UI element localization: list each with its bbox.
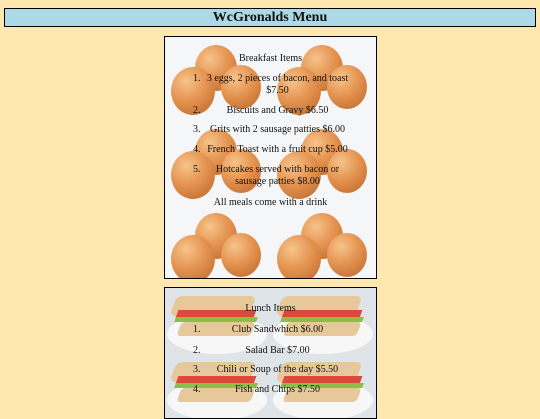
- item-number: 4.: [193, 384, 201, 395]
- item-text: Fish and Chips $7.50: [234, 384, 320, 395]
- item-number: 3.: [193, 364, 201, 375]
- item-number: 2.: [193, 345, 201, 356]
- item-text: 3 eggs, 2 pieces of bacon, and toast $7.50: [206, 73, 349, 96]
- item-text: Club Sandwhich $6.00: [231, 324, 324, 335]
- item-text: Salad Bar $7.00: [245, 345, 310, 356]
- breakfast-heading: Breakfast Items: [238, 53, 303, 64]
- breakfast-menu-panel: [164, 36, 377, 279]
- item-number: 1.: [193, 324, 201, 335]
- item-number: 4.: [193, 144, 201, 155]
- item-text: French Toast with a fruit cup $5.00: [207, 144, 348, 155]
- item-text: Chili or Soup of the day $5.50: [216, 364, 339, 375]
- item-number: 1.: [193, 73, 201, 84]
- item-number: 2.: [193, 105, 201, 116]
- item-text: Biscuits and Gravy $6.50: [226, 105, 329, 116]
- breakfast-note: All meals come with a drink: [213, 197, 328, 208]
- item-number: 5.: [193, 164, 201, 175]
- item-text: Grits with 2 sausage patties $6.00: [210, 124, 345, 135]
- item-number: 3.: [193, 124, 201, 135]
- item-text: Hotcakes served with bacon or sausage patties $8.00: [215, 164, 340, 187]
- lunch-heading: Lunch Items: [245, 303, 296, 314]
- page-title: WcGronalds Menu: [4, 8, 536, 27]
- lunch-menu-panel: [164, 287, 377, 419]
